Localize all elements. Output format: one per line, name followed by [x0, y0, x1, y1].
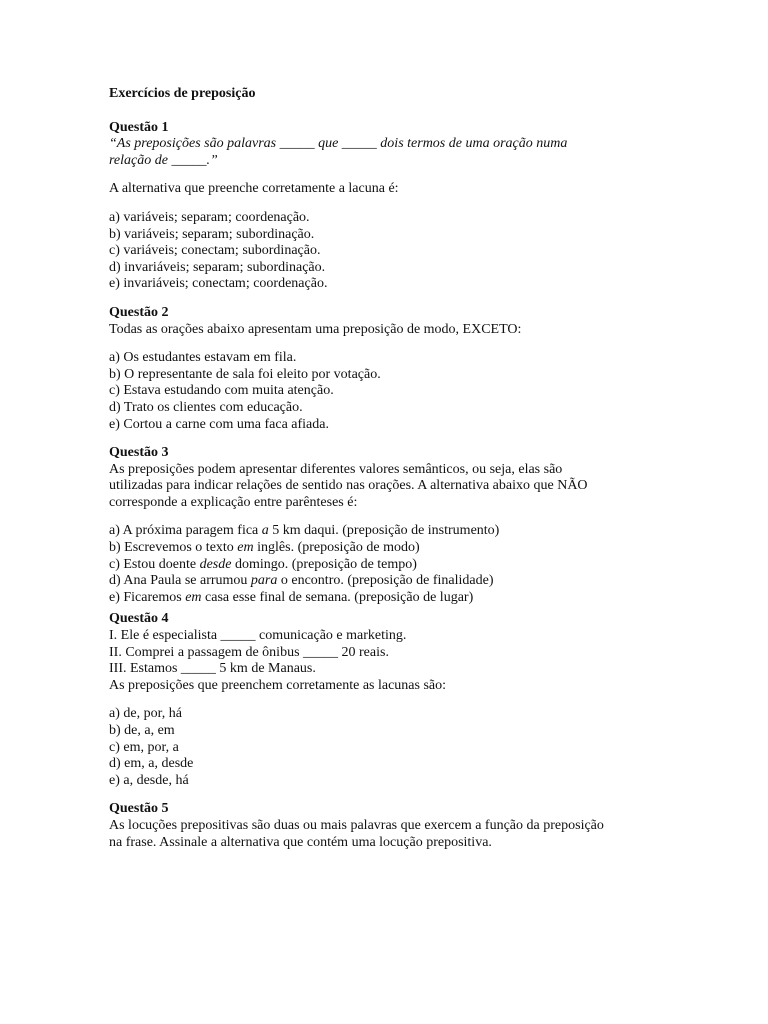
- option-text-start: a) A próxima paragem fica: [109, 523, 262, 539]
- question-4-option-a: a) de, por, há: [109, 706, 182, 722]
- question-5-prompt-line-2: na frase. Assinale a alternativa que contém uma locução prepositiva.: [109, 834, 492, 850]
- question-2-option-e: e) Cortou a carne com uma faca afiada.: [109, 416, 329, 432]
- option-text-start: e) Ficaremos: [109, 589, 186, 605]
- question-2-option-b: b) O representante de sala foi eleito por votação.: [109, 366, 381, 382]
- question-2: [109, 305, 669, 433]
- question-5-prompt-line-1: As locuções prepositivas são duas ou mais palavras que exercem a função da preposição: [109, 817, 604, 833]
- highlighted-preposition: para: [250, 573, 278, 589]
- option-text-start: d) Ana Paula se arrumou: [109, 573, 251, 589]
- question-4-option-c: c) em, por, a: [109, 739, 179, 755]
- question-4-prompt: As preposições que preenchem corretamente as lacunas são:: [109, 677, 447, 693]
- question-3-option-a: [109, 523, 669, 540]
- question-2-option-a: a) Os estudantes estavam em fila.: [109, 350, 297, 366]
- question-2-option-c: c) Estava estudando com muita atenção.: [109, 383, 334, 399]
- option-text-end: o encontro. (preposição de finalidade): [277, 573, 494, 589]
- question-4-statement-2: II. Comprei a passagem de ônibus _____ 20 reais.: [109, 644, 389, 660]
- document-page: [109, 86, 669, 851]
- question-1-option-e: e) invariáveis; conectam; coordenação.: [109, 276, 328, 292]
- question-1: [109, 120, 669, 293]
- question-3-heading: Questão 3: [109, 445, 169, 461]
- question-5: [109, 801, 669, 851]
- question-1-option-c: c) variáveis; conectam; subordinação.: [109, 243, 321, 259]
- question-3-option-b: [109, 540, 669, 557]
- question-4-heading: Questão 4: [109, 611, 169, 627]
- question-1-option-a: a) variáveis; separam; coordenação.: [109, 209, 310, 225]
- highlighted-preposition: a: [261, 523, 269, 539]
- question-1-quote-line-1: “As preposições são palavras _____ que _____ dois termos de uma oração numa: [109, 136, 568, 152]
- question-5-heading: Questão 5: [109, 801, 169, 817]
- question-1-option-b: b) variáveis; separam; subordinação.: [109, 226, 315, 242]
- question-1-heading: Questão 1: [109, 119, 169, 135]
- highlighted-preposition: em: [185, 589, 202, 605]
- option-text-end: domingo. (preposição de tempo): [231, 556, 417, 572]
- option-text-end: casa esse final de semana. (preposição de lugar): [201, 589, 474, 605]
- question-4-option-e: e) a, desde, há: [109, 772, 189, 788]
- question-2-heading: Questão 2: [109, 304, 169, 320]
- question-4-statement-3: III. Estamos _____ 5 km de Manaus.: [109, 661, 316, 677]
- option-text-start: c) Estou doente: [109, 556, 200, 572]
- question-3-prompt-line-1: As preposições podem apresentar diferentes valores semânticos, ou seja, elas são: [109, 461, 563, 477]
- question-3-option-e: [109, 590, 669, 607]
- question-4-statement-1: I. Ele é especialista _____ comunicação e marketing.: [109, 628, 407, 644]
- option-text-end: inglês. (preposição de modo): [253, 540, 420, 556]
- question-3-prompt-line-2: utilizadas para indicar relações de sentido nas orações. A alternativa abaixo que NÃO: [109, 478, 588, 494]
- question-1-prompt: A alternativa que preenche corretamente a lacuna é:: [109, 181, 399, 197]
- highlighted-preposition: desde: [199, 556, 232, 572]
- question-3-prompt-line-3: corresponde a explicação entre parênteses é:: [109, 494, 358, 510]
- question-4-option-b: b) de, a, em: [109, 723, 175, 738]
- question-4: [109, 611, 669, 789]
- option-text-end: 5 km daqui. (preposição de instrumento): [268, 523, 500, 539]
- option-text-start: b) Escrevemos o texto: [109, 540, 238, 556]
- question-2-option-d: d) Trato os clientes com educação.: [109, 399, 303, 415]
- question-3: [109, 445, 669, 606]
- document-title: Exercícios de preposição: [109, 86, 256, 101]
- question-4-option-d: d) em, a, desde: [109, 756, 194, 772]
- highlighted-preposition: em: [237, 540, 254, 556]
- question-3-option-d: [109, 573, 669, 590]
- question-1-option-d: d) invariáveis; separam; subordinação.: [109, 259, 326, 275]
- question-3-option-c: [109, 557, 669, 574]
- question-2-prompt: Todas as orações abaixo apresentam uma preposição de modo, EXCETO:: [109, 321, 522, 337]
- question-1-quote-line-2: relação de _____.”: [109, 152, 218, 168]
